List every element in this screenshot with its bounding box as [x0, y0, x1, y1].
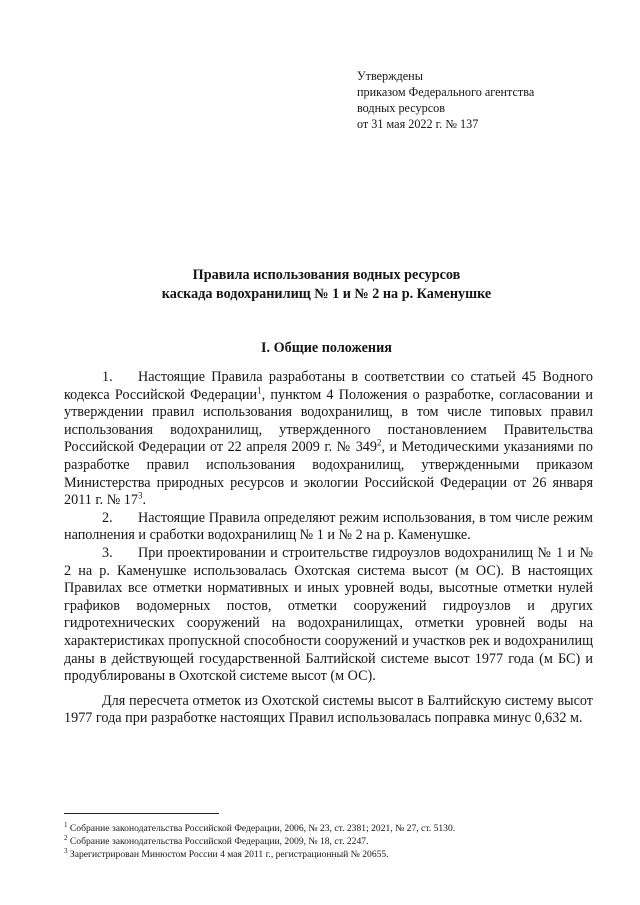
- approval-stamp: [357, 68, 534, 132]
- paragraph-text: Для пересчета отметок из Охотской системы высот в Балтийскую систему высот 1977 года при разработке настоящих Правил использовалась поправка минус 0,632 м.: [64, 692, 593, 727]
- paragraph-number: 2.: [102, 509, 113, 526]
- footnote-1: [64, 822, 593, 835]
- footnote-mark: 1: [64, 820, 68, 829]
- paragraph-number: 3.: [102, 544, 113, 561]
- title-line: Правила использования водных ресурсов: [192, 267, 461, 283]
- approval-line: водных ресурсов: [357, 101, 445, 115]
- footnote-mark: 2: [64, 833, 68, 842]
- footnote-3: [64, 848, 593, 861]
- section-heading: I. Общие положения: [261, 340, 392, 356]
- paragraph-text: При проектировании и строительстве гидроузлов водохранилищ № 1 и № 2 на р. Каменушке использовалась Охотская система высот (м ОС). В настоящих Правилах все отметки нормативных и иных уровней воды, высотные отметки нулей графиков водомерных постов, отметки сооружений гидроузлов и других гидротехнических сооружений на водохранилищах, отметки уровней воды на характеристиках пропускной способности сооружений и участков рек и водохранилищ даны в действующей государственной Балтийской системе высот 1977 года (м БС) и продублированы в Охотской системе высот (м ОС).: [64, 544, 593, 685]
- paragraph-text: , пунктом 4 Положения о разработке, согласовании и утверждении правил использования водохранилищ, в том числе типовых правил использования водохранилищ, утвержденного постановлением Правительства Российской Федерации от 22 апреля 2009 г. № 349: [64, 386, 593, 456]
- footnote-ref: 1: [257, 384, 262, 395]
- paragraph-4: [64, 693, 593, 728]
- footnotes: [64, 822, 593, 861]
- paragraph-1: [64, 369, 593, 510]
- approval-line: приказом Федерального агентства: [357, 85, 535, 99]
- footnote-text: Зарегистрирован Минюстом России 4 мая 2011 г., регистрационный № 20655.: [67, 849, 389, 860]
- paragraph-text: , и Методическими указаниями по разработке правил использования водохранилищ, утвержденными приказом Министерства природных ресурсов и экологии Российской Федерации от 26 января 2011 г. № 17: [64, 439, 594, 509]
- paragraph-text: Настоящие Правила определяют режим использования, в том числе режим наполнения и сработки водохранилищ № 1 и № 2 на р. Каменушке.: [64, 509, 593, 544]
- paragraph-text: .: [142, 492, 147, 509]
- footnote-text: Собрание законодательства Российской Федерации, 2009, № 18, ст. 2247.: [67, 836, 369, 847]
- paragraph-2: [64, 510, 593, 545]
- approval-line: от 31 мая 2022 г. № 137: [357, 117, 479, 131]
- paragraph-number: 1.: [102, 369, 113, 385]
- footnote-2: [64, 835, 593, 848]
- footnote-ref: 3: [137, 490, 143, 501]
- document-title: [60, 266, 593, 304]
- approval-line: Утверждены: [357, 69, 423, 83]
- footnote-separator: [64, 813, 219, 814]
- footnote-text: Собрание законодательства Российской Федерации, 2006, № 23, ст. 2381; 2021, № 27, ст. 5130.: [67, 823, 456, 834]
- document-body: [64, 369, 593, 728]
- footnote-mark: 3: [64, 846, 68, 855]
- paragraph-3: [64, 545, 593, 686]
- title-line: каскада водохранилищ № 1 и № 2 на р. Каменушке: [161, 286, 492, 302]
- paragraph-text: Настоящие Правила разработаны в соответствии со статьей 45 Водного кодекса Российской Федерации: [64, 369, 593, 403]
- footnote-ref: 2: [376, 437, 382, 448]
